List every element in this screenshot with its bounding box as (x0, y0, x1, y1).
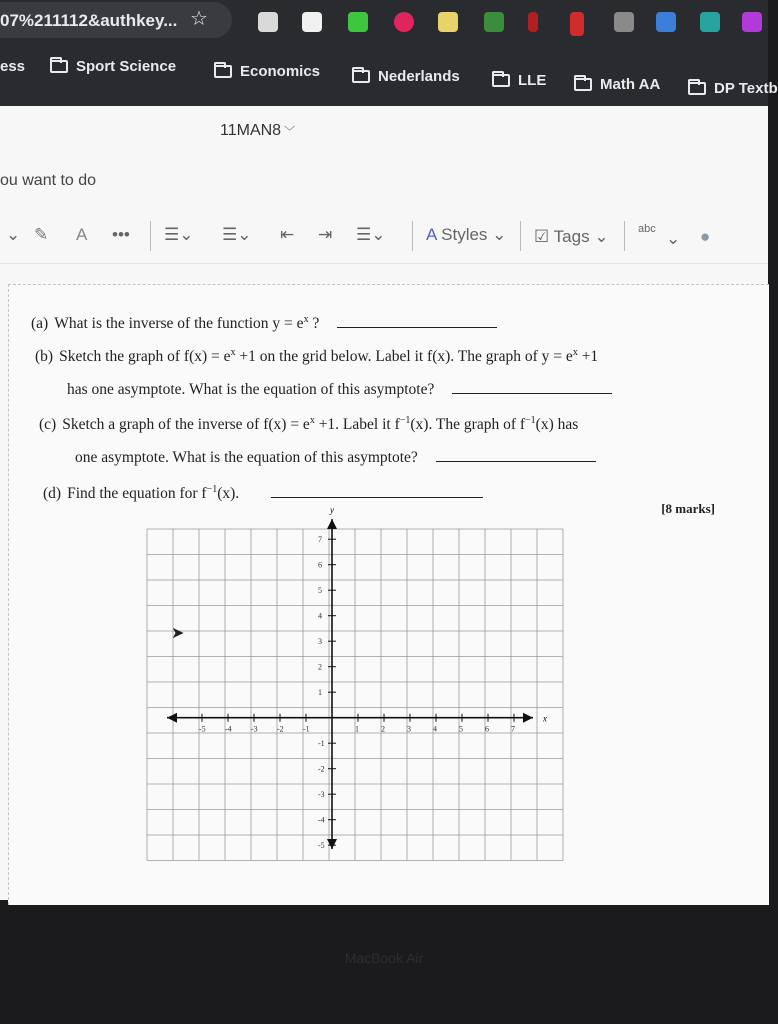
answer-blank (337, 313, 497, 328)
bookmark-label: Sport Science (76, 58, 177, 75)
axis-arrow (327, 839, 337, 849)
folder-icon (50, 60, 68, 73)
onenote-app-area (0, 106, 768, 900)
tags-dropdown[interactable]: ☑ Tags ⌄ (534, 227, 609, 246)
superscript: x (303, 313, 309, 325)
bookmark-label: Math AA (600, 76, 661, 93)
question-text: (x). The graph of f (410, 416, 526, 434)
superscript: −1 (525, 415, 536, 426)
question-text: (x) has (535, 416, 579, 434)
styles-dropdown[interactable]: A Styles ⌄ (426, 225, 507, 244)
question-c-line2 (75, 447, 596, 467)
axes (167, 519, 533, 849)
x-tick-label: 3 (407, 724, 411, 734)
ribbon-toolbar (0, 211, 768, 264)
x-tick-label: -4 (225, 724, 232, 734)
y-tick-label: 1 (318, 688, 322, 698)
extension-icon[interactable] (302, 12, 322, 32)
y-tick-label: 5 (318, 586, 322, 596)
browser-url-bar (0, 0, 768, 44)
question-text: Find the equation for f (67, 485, 207, 502)
increase-indent-icon[interactable]: ⇥ (318, 225, 333, 244)
folder-icon (352, 70, 370, 83)
extension-icon[interactable] (614, 12, 634, 32)
tags-label: Tags (553, 227, 590, 246)
grid-lines (147, 529, 563, 861)
answer-blank (271, 483, 483, 498)
tag-icon: ☑ (534, 227, 550, 246)
format-painter-icon[interactable]: ✎ (34, 225, 49, 244)
bookmark-folder-nederlands[interactable] (352, 68, 460, 85)
question-label: (a) (31, 315, 49, 332)
bookmark-folder-dp-textbooks[interactable] (688, 80, 778, 97)
mouse-cursor-icon: ➤ (171, 625, 185, 642)
extension-icon[interactable] (700, 12, 720, 32)
x-tick-label: 1 (355, 724, 359, 734)
chevron-down-icon: ﹀ (284, 126, 296, 138)
extension-icon[interactable] (484, 12, 504, 32)
bookmark-star-icon[interactable]: ☆ (190, 8, 208, 30)
question-b-line1 (35, 347, 598, 366)
align-icon[interactable]: ☰⌄ (356, 225, 386, 244)
superscript: −1 (206, 483, 218, 495)
chevron-down-icon[interactable]: ⌄ (666, 229, 681, 248)
superscript: x (230, 347, 236, 358)
y-tick-label: -3 (318, 790, 325, 800)
bookmark-item[interactable] (0, 58, 25, 75)
chevron-down-icon[interactable]: ⌄ (6, 225, 21, 244)
bookmark-folder-lle[interactable] (492, 72, 546, 89)
x-axis-label: x (543, 713, 547, 724)
bookmark-label: Economics (240, 63, 321, 80)
text-highlight-icon[interactable]: A (76, 225, 88, 244)
folder-icon (574, 78, 592, 91)
bookmark-folder-sport-science[interactable] (50, 58, 176, 75)
document-title-text: 11MAN8 (220, 122, 282, 139)
question-a (31, 313, 497, 333)
question-text: +1 (577, 348, 599, 366)
question-text: has one asymptote. What is the equation of this asymptote? (67, 381, 435, 398)
x-tick-label: -2 (277, 724, 284, 734)
y-tick-label: 3 (318, 637, 322, 647)
axis-arrow (167, 713, 177, 723)
question-label: (c) (39, 416, 57, 434)
y-tick-label: -1 (318, 739, 325, 749)
bookmark-folder-math-aa[interactable] (574, 76, 660, 93)
question-b-line2 (67, 379, 612, 399)
bezel-brand-text: MacBook Air (344, 950, 424, 966)
toolbar-divider (520, 221, 521, 251)
x-tick-label: 5 (459, 724, 463, 734)
extension-icon[interactable] (258, 12, 278, 32)
bookmark-label: LLE (518, 72, 547, 89)
axis-arrow (327, 519, 337, 529)
y-axis-label: y (330, 505, 334, 515)
numbered-list-icon[interactable]: ☰⌄ (222, 225, 252, 244)
bookmarks-bar (0, 44, 778, 106)
extension-icon[interactable] (570, 12, 584, 36)
tell-me-search[interactable]: ou want to do (0, 172, 97, 189)
question-text: (x). (217, 485, 240, 502)
question-text: +1 on the grid below. Label it f(x). The graph of y = e (235, 348, 573, 366)
question-text: What is the inverse of the function y = e (54, 315, 304, 332)
decrease-indent-icon[interactable]: ⇤ (280, 225, 295, 244)
styles-label: Styles (441, 225, 488, 244)
y-tick-label: -5 (318, 841, 325, 851)
dictate-microphone-icon[interactable]: ● (700, 227, 711, 246)
question-text: Sketch a graph of the inverse of f(x) = e (62, 416, 310, 434)
x-tick-label: 7 (511, 724, 515, 734)
x-tick-label: -5 (199, 724, 206, 734)
superscript: −1 (399, 415, 411, 426)
extension-icon[interactable] (438, 12, 458, 32)
extension-icon[interactable] (656, 12, 676, 32)
toolbar-divider (624, 221, 625, 251)
question-c-line1 (39, 415, 578, 434)
y-tick-label: 7 (318, 535, 322, 545)
toolbar-divider (150, 221, 151, 251)
y-tick-label: -2 (318, 764, 325, 774)
superscript: x (309, 415, 315, 426)
y-tick-label: 6 (318, 560, 322, 570)
question-text: one asymptote. What is the equation of this asymptote? (75, 449, 418, 466)
answer-blank (452, 379, 612, 394)
document-title[interactable] (220, 122, 295, 140)
x-tick-label: -1 (303, 724, 310, 734)
y-tick-label: -4 (318, 815, 325, 825)
extension-icon[interactable] (348, 12, 368, 32)
answer-blank (436, 447, 596, 462)
bullet-list-icon[interactable]: ☰⌄ (164, 225, 194, 244)
more-options-icon[interactable]: ••• (112, 225, 130, 244)
extension-icon[interactable] (528, 12, 538, 32)
styles-icon: A (426, 225, 437, 244)
marks-label: [8 marks] (661, 501, 715, 516)
x-tick-label: -3 (251, 724, 258, 734)
x-tick-label: 2 (381, 724, 385, 734)
question-text: Sketch the graph of f(x) = e (59, 348, 231, 366)
axis-arrow (523, 713, 533, 723)
question-label: (b) (35, 348, 54, 366)
y-tick-label: 2 (318, 662, 322, 672)
folder-icon (688, 82, 706, 95)
question-d (43, 483, 483, 503)
folder-icon (492, 74, 510, 87)
superscript: x (572, 347, 578, 358)
url-text: 07%211112&authkey... (0, 11, 178, 30)
bookmark-label: Nederlands (378, 68, 460, 85)
coordinate-grid (139, 505, 579, 875)
x-tick-label: 4 (433, 724, 437, 734)
spelling-button[interactable] (638, 223, 656, 235)
extension-icon[interactable] (394, 12, 414, 32)
x-tick-label: 6 (485, 724, 489, 734)
question-label: (d) (43, 485, 62, 502)
spell-check-label: abc (638, 223, 656, 235)
extension-icon[interactable] (742, 12, 762, 32)
y-tick-label: 4 (318, 611, 322, 621)
embedded-worksheet (8, 284, 769, 905)
bookmark-label: DP Textb (714, 80, 778, 97)
toolbar-divider (412, 221, 413, 251)
question-text: ? (308, 315, 320, 332)
bookmark-folder-economics[interactable] (214, 63, 320, 80)
question-text: +1. Label it f (314, 416, 400, 434)
folder-icon (214, 65, 232, 78)
bookmark-label: ess (0, 58, 26, 75)
